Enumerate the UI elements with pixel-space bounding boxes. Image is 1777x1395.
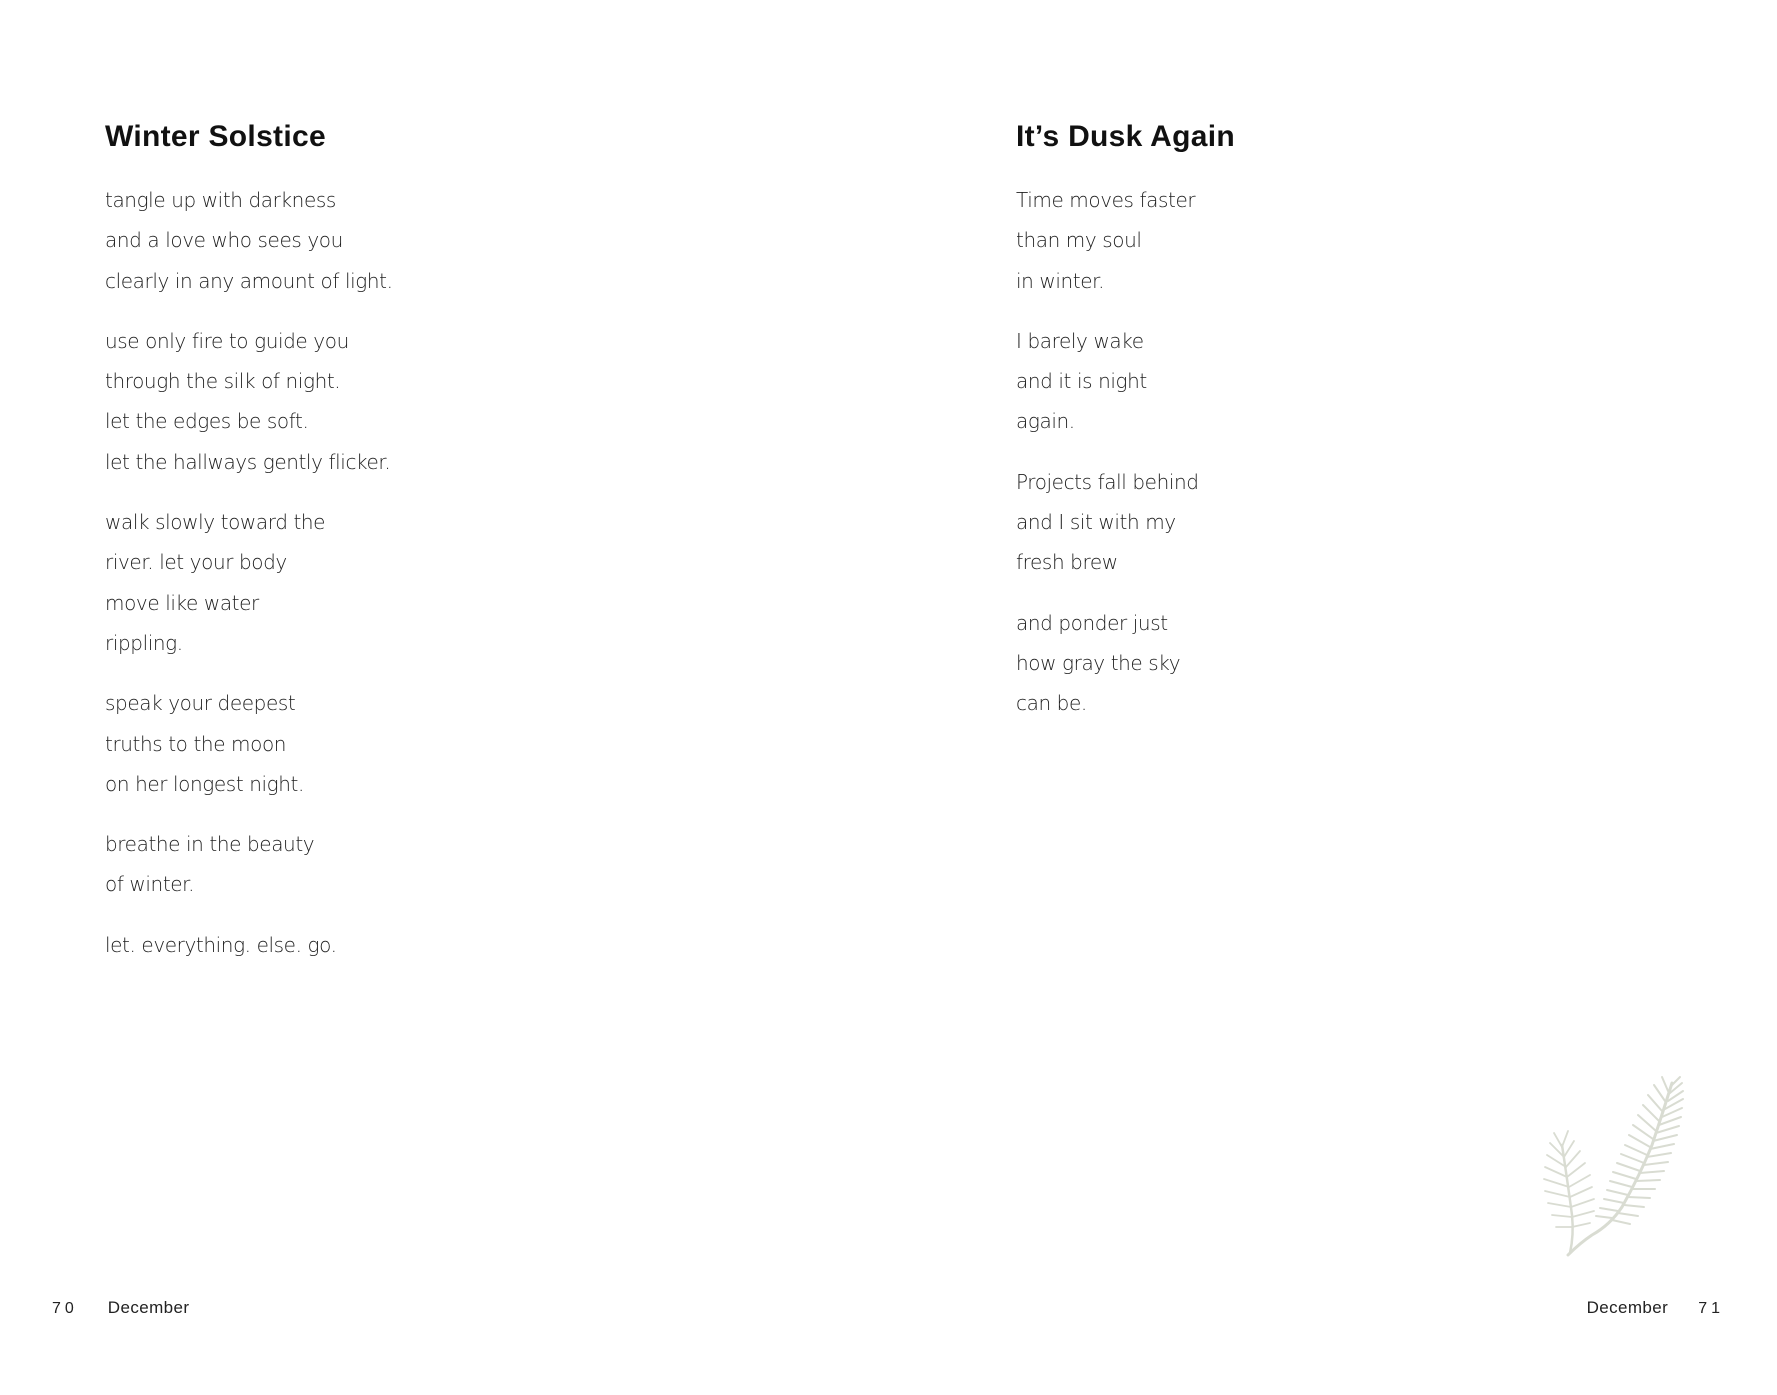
poem-line: than my soul [1016,228,1142,253]
poem-title: It’s Dusk Again [1016,120,1235,153]
stanza [105,321,393,482]
page-number: 71 [1698,1300,1724,1317]
stanza [105,502,393,663]
stanza [1016,603,1235,724]
pine-branch-icon [1540,1075,1685,1260]
poem-line: truths to the moon [105,731,287,756]
poem-line: let. everything. else. go. [105,932,337,957]
poem-line: Time moves faster [1016,188,1196,212]
running-head: December [1586,1298,1669,1317]
poem-line: and I sit with my [1016,510,1176,535]
stanza [105,683,393,804]
poem-line: and it is night [1016,369,1147,394]
poem-line: river. let your body [105,550,287,575]
stanza [1016,462,1235,583]
page-footer-left [52,1298,189,1318]
poem-line: breathe in the beauty [105,832,315,857]
poem-line: how gray the sky [1016,650,1181,675]
poem-line: tangle up with darkness [105,188,336,212]
poem-line: I barely wake [1016,328,1144,353]
left-page [0,0,888,1395]
stanza [1016,321,1235,442]
poem-line: let the hallways gently flicker. [105,449,391,474]
poem-winter-solstice [105,118,393,985]
stanza [105,180,393,301]
stanza [105,925,393,965]
poem-line: in winter. [1016,268,1105,293]
poem-line: move like water [105,590,259,615]
page-number: 70 [52,1300,78,1317]
poem-line: again. [1016,409,1075,434]
poem-line: walk slowly toward the [105,510,326,535]
poem-title: Winter Solstice [105,120,326,153]
poem-its-dusk-again [1016,118,1235,744]
poem-line: speak your deepest [105,691,296,716]
poem-line: let the edges be soft. [105,409,309,434]
stanza [105,824,393,905]
poem-line: through the silk of night. [105,369,341,394]
poem-line: on her longest night. [105,771,304,796]
poem-line: Projects fall behind [1016,469,1199,494]
stanza [1016,180,1235,301]
poem-line: use only fire to guide you [105,328,349,353]
poem-line: clearly in any amount of light. [105,268,393,293]
page-footer-right [1587,1298,1724,1318]
poem-line: and ponder just [1016,610,1168,635]
poem-line: of winter. [105,872,195,897]
running-head: December [107,1298,190,1317]
poem-line: rippling. [105,630,183,655]
poem-line: fresh brew [1016,550,1118,575]
poem-line: and a love who sees you [105,228,343,253]
poem-line: can be. [1016,691,1087,716]
